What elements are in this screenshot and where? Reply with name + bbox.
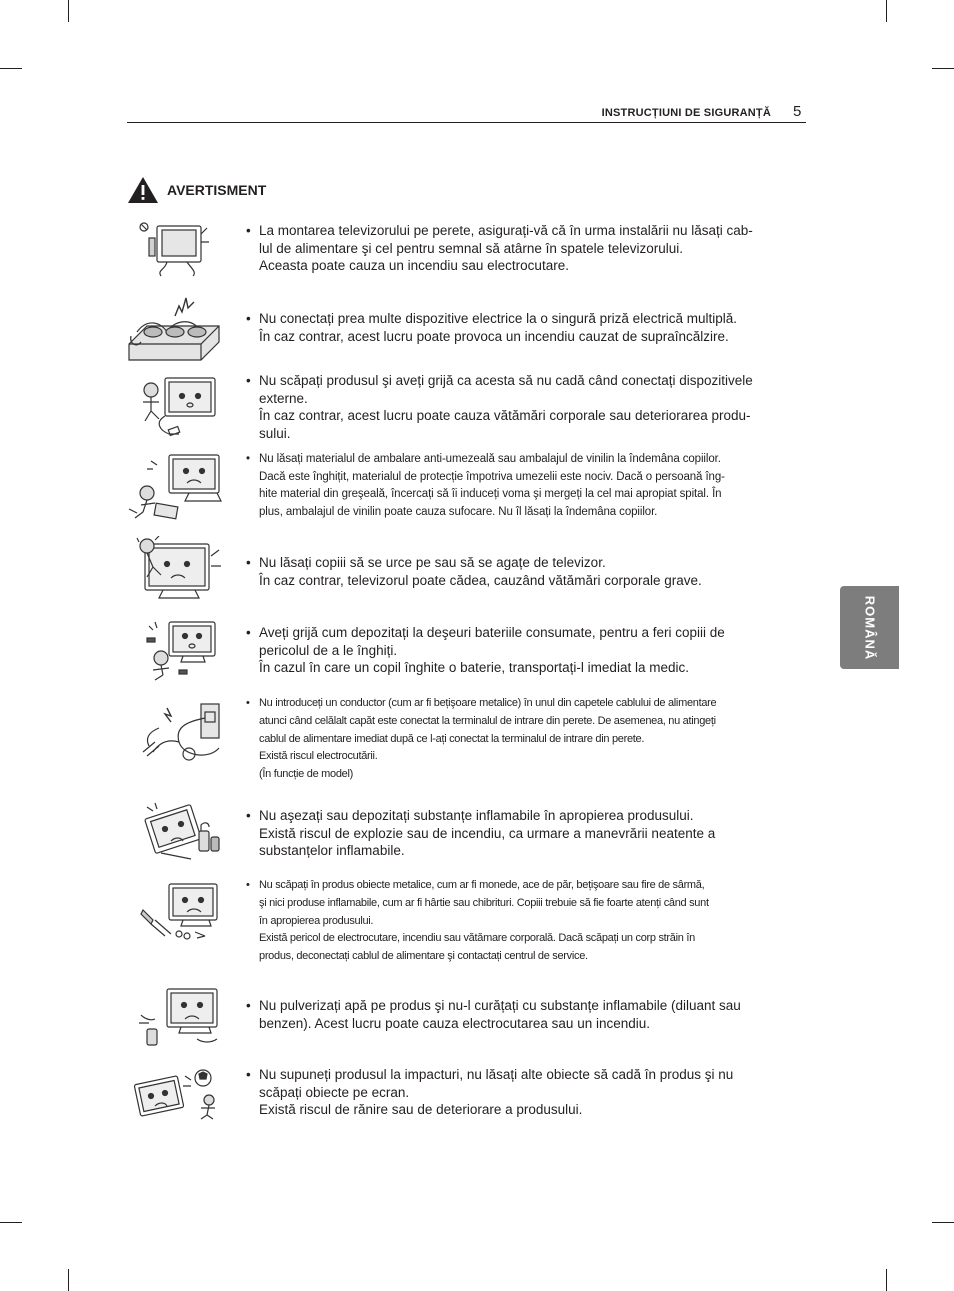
text-line: Nu scăpați produsul şi aveți grijă ca acesta să nu cadă când conectați dispozitivele bbox=[259, 373, 753, 388]
warning-item bbox=[127, 222, 797, 282]
text-line: cablul de alimentare imediat după ce l-ați conectat la terminalul de intrare din perete. bbox=[259, 732, 645, 745]
text-line: Nu scăpați în produs obiecte metalice, cum ar fi monede, ace de păr, bețişoare sau fire de sârmă, bbox=[259, 879, 705, 891]
bullet: • bbox=[246, 808, 251, 823]
text-line: Există riscul electrocutării. bbox=[259, 750, 378, 763]
text-line: produs, deconectați cablul de alimentare şi contactați centrul de service. bbox=[259, 950, 588, 963]
bullet: • bbox=[246, 223, 251, 238]
warning-item bbox=[127, 807, 797, 863]
warning-item bbox=[127, 876, 797, 968]
bullet: • bbox=[246, 625, 251, 640]
text-line: lul de alimentare şi cel pentru semnal să atârne în spatele televizorului. bbox=[259, 240, 683, 256]
crop-mark bbox=[932, 68, 954, 69]
wall-mount-cable-icon bbox=[137, 220, 233, 278]
warning-item bbox=[127, 554, 797, 604]
warning-item bbox=[127, 1066, 797, 1126]
power-cord-conductor-icon bbox=[139, 698, 235, 768]
text-line: În caz contrar, televizorul poate cădea, cauzând vătămări corporale grave. bbox=[259, 572, 702, 588]
bullet: • bbox=[246, 879, 250, 891]
warning-title: AVERTISMENT bbox=[167, 182, 267, 198]
item-text bbox=[259, 310, 795, 345]
item-text bbox=[259, 624, 795, 677]
text-line: În caz contrar, acest lucru poate provoca un incendiu cauzat de supraîncălzire. bbox=[259, 328, 729, 344]
text-line: (În funcție de model) bbox=[259, 768, 353, 781]
bullet: • bbox=[246, 555, 251, 570]
text-line: În cazul în care un copil înghite o baterie, transportați-l imediat la medic. bbox=[259, 660, 689, 675]
crop-mark bbox=[68, 0, 69, 22]
text-line: hite material din greşeală, încercați să îi induceți voma şi mergeți la cel mai apropiat spital. În bbox=[259, 488, 722, 500]
item-text bbox=[259, 372, 795, 442]
packaging-child-icon bbox=[127, 451, 223, 521]
text-line: substanțelor inflamabile. bbox=[259, 843, 405, 858]
water-spray-icon bbox=[137, 985, 233, 1049]
crop-mark bbox=[0, 1222, 22, 1223]
child-climbing-tv-icon bbox=[135, 536, 231, 606]
text-line: şi nici produse inflamabile, cum ar fi hârtie sau chibrituri. Copiii trebuie să fie foarte atenți când sunt bbox=[259, 896, 709, 909]
item-text bbox=[259, 554, 795, 589]
text-line: Există riscul de explozie sau de incendiu, ca urmare a manevrării neatente a bbox=[259, 825, 716, 841]
item-text bbox=[259, 695, 795, 784]
ball-impact-icon bbox=[131, 1066, 227, 1120]
language-tab-label: ROMÂNĂ bbox=[862, 595, 877, 660]
warning-item bbox=[127, 624, 797, 684]
battery-child-icon bbox=[143, 618, 239, 682]
warning-item bbox=[127, 310, 797, 366]
text-line: Nu lăsați copiii să se urce pe sau să se agațe de televizor. bbox=[259, 555, 606, 570]
bullet: • bbox=[246, 697, 250, 709]
text-line: La montarea televizorului pe perete, asigurați-vă că în urma instalării nu lăsați cab- bbox=[259, 223, 753, 238]
text-line: Nu pulverizați apă pe produs şi nu-l curățați cu substanțe inflamabile (diluant sau bbox=[259, 998, 741, 1013]
text-line: plus, ambalajul de vinilin poate cauza sufocare. Nu îl lăsați la îndemâna copiilor. bbox=[259, 505, 658, 518]
text-line: Nu introduceți un conductor (cum ar fi bețişoare metalice) în unul din capetele cablului de alimentare bbox=[259, 697, 717, 709]
warning-item bbox=[127, 372, 797, 444]
warning-triangle-icon bbox=[127, 176, 159, 204]
warning-heading bbox=[127, 175, 266, 205]
text-line: scăpați obiecte pe ecran. bbox=[259, 1084, 410, 1100]
crop-mark bbox=[886, 1269, 887, 1291]
text-line: benzen). Acest lucru poate cauza electrocutarea sau un incendiu. bbox=[259, 1015, 650, 1031]
language-tab bbox=[840, 586, 899, 669]
metal-objects-icon bbox=[139, 880, 235, 944]
bullet: • bbox=[246, 373, 251, 388]
text-line: Nu supuneți produsul la impacturi, nu lăsați alte obiecte să cadă în produs şi nu bbox=[259, 1067, 734, 1082]
flammable-substances-icon bbox=[141, 801, 237, 865]
crop-mark bbox=[0, 68, 22, 69]
text-line: Aceasta poate cauza un incendiu sau electrocutare. bbox=[259, 258, 569, 273]
text-line: în apropierea produsului. bbox=[259, 914, 374, 927]
text-line: Există riscul de rănire sau de deteriorare a produsului. bbox=[259, 1102, 583, 1117]
text-line: Există pericol de electrocutare, incendiu sau vătămare corporală. Dacă scăpați un corp străin în bbox=[259, 932, 695, 945]
text-line: externe. bbox=[259, 390, 308, 406]
warning-item bbox=[127, 694, 797, 786]
tv-cable-trip-icon bbox=[135, 374, 231, 440]
text-line: În caz contrar, acest lucru poate cauza vătămări corporale sau deteriorarea produ- bbox=[259, 408, 751, 423]
item-text bbox=[259, 807, 795, 860]
item-text bbox=[259, 451, 795, 521]
overloaded-power-strip-icon bbox=[127, 292, 223, 362]
bullet: • bbox=[246, 998, 251, 1013]
item-text bbox=[259, 877, 795, 966]
crop-mark bbox=[932, 1222, 954, 1223]
header-divider bbox=[127, 122, 806, 123]
bullet: • bbox=[246, 1067, 251, 1082]
page-number: 5 bbox=[793, 103, 802, 120]
section-title: INSTRUCȚIUNI DE SIGURANȚĂ bbox=[601, 107, 771, 119]
item-text bbox=[259, 222, 795, 275]
item-text bbox=[259, 1066, 795, 1119]
text-line: Aveți grijă cum depozitați la deşeuri bateriile consumate, pentru a feri copiii de bbox=[259, 625, 725, 640]
text-line: Nu aşezați sau depozitați substanțe inflamabile în apropierea produsului. bbox=[259, 808, 694, 823]
text-line: pericolul de a le înghiți. bbox=[259, 642, 398, 658]
item-text bbox=[259, 997, 795, 1032]
text-line: Dacă este înghițit, materialul de protecție împotriva umezelii este nociv. Dacă o persoană îng- bbox=[259, 470, 725, 483]
text-line: atunci când celălalt capăt este conectat la terminalul de intrare din perete. De asemenea, nu atingeți bbox=[259, 714, 716, 727]
crop-mark bbox=[68, 1269, 69, 1291]
crop-mark bbox=[886, 0, 887, 22]
text-line: Nu conectați prea multe dispozitive electrice la o singură priză electrică multiplă. bbox=[259, 311, 737, 326]
bullet: • bbox=[246, 453, 251, 465]
warning-item bbox=[127, 997, 797, 1037]
warning-item bbox=[127, 451, 797, 527]
text-line: sului. bbox=[259, 425, 291, 441]
text-line: Nu lăsați materialul de ambalare anti-umezeală sau ambalajul de vinilin la îndemâna copiilor. bbox=[259, 453, 721, 465]
bullet: • bbox=[246, 311, 251, 326]
